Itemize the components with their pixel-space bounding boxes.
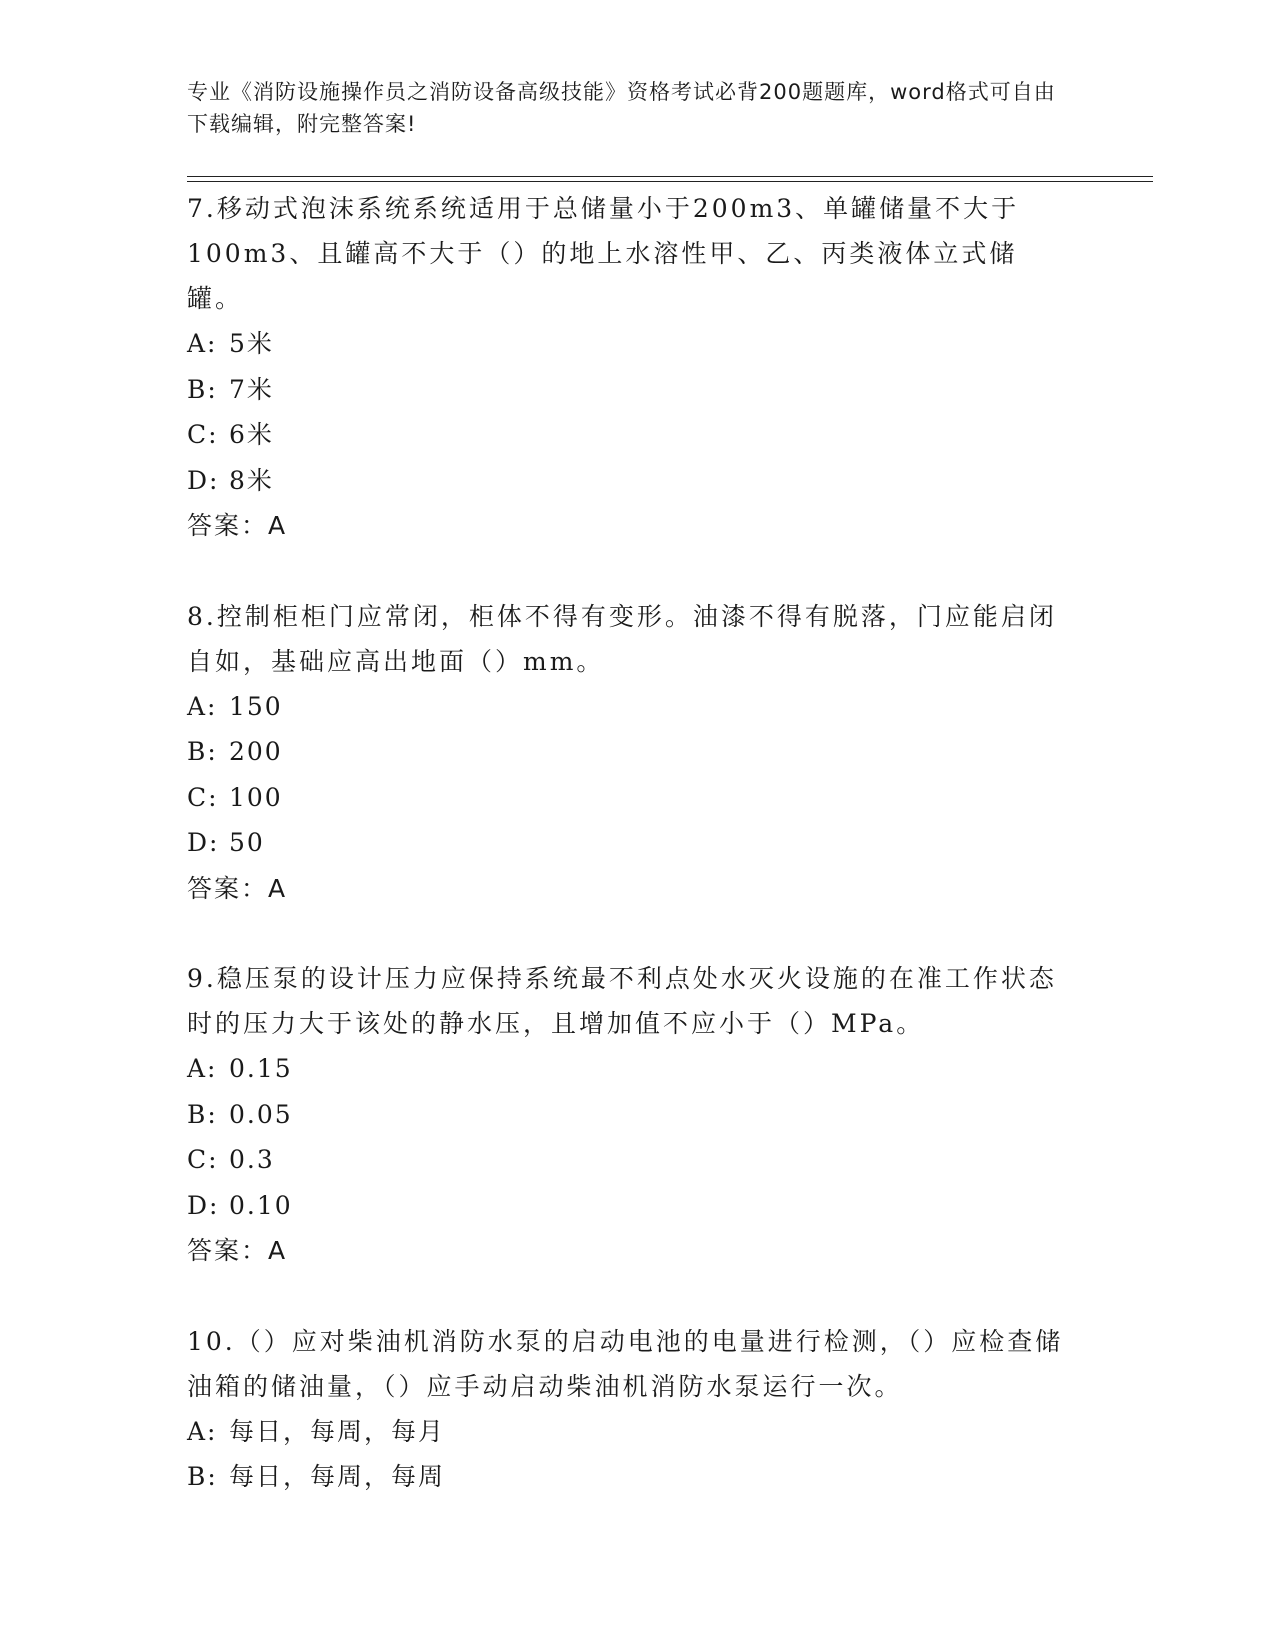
question-list <box>187 186 1087 1500</box>
question-spacer <box>187 911 1087 956</box>
option-d <box>187 820 1087 866</box>
document-header <box>187 76 1067 140</box>
question-stem: 7.移动式泡沫系统系统适用于总储量小于200m3、单罐储量不大于100m3、且罐高不大于（）的地上水溶性甲、乙、丙类液体立式储罐。 <box>187 194 1020 313</box>
header-divider-thin <box>187 176 1153 177</box>
option-d <box>187 458 1087 504</box>
option-b <box>187 1454 1087 1500</box>
question-item <box>187 594 1087 912</box>
option-letter: B: <box>187 1462 218 1491</box>
option-b <box>187 367 1087 413</box>
option-a <box>187 1409 1087 1455</box>
option-letter: C: <box>187 420 219 449</box>
option-text: 每日，每周，每周 <box>229 1462 446 1491</box>
option-letter: C: <box>187 1145 219 1174</box>
option-letter: D: <box>187 465 220 495</box>
option-a <box>187 684 1087 730</box>
answer-line: 答案：A <box>187 511 288 540</box>
question-item <box>187 186 1087 549</box>
question-item <box>187 1319 1087 1500</box>
option-text: 7米 <box>229 374 274 404</box>
option-text: 6米 <box>229 420 274 449</box>
option-letter: A: <box>187 1054 218 1083</box>
option-letter: A: <box>187 329 218 358</box>
option-letter: B: <box>187 737 218 766</box>
option-text: 每日，每周，每月 <box>229 1416 446 1446</box>
option-text: 8米 <box>229 465 274 495</box>
option-letter: D: <box>187 828 220 857</box>
option-c <box>187 1137 1087 1183</box>
option-c <box>187 412 1087 458</box>
option-letter: B: <box>187 374 218 404</box>
answer-line: 答案：A <box>187 873 288 903</box>
option-text: 150 <box>229 691 283 721</box>
option-text: 0.15 <box>229 1054 293 1083</box>
answer-line: 答案：A <box>187 1236 288 1265</box>
option-letter: D: <box>187 1190 220 1220</box>
option-letter: A: <box>187 691 218 721</box>
option-text: 0.10 <box>229 1190 293 1220</box>
question-stem: 10.（）应对柴油机消防水泵的启动电池的电量进行检测，（）应检查储油箱的储油量，（）应手动启动柴油机消防水泵运行一次。 <box>187 1326 1064 1401</box>
option-text: 0.05 <box>229 1099 293 1129</box>
option-letter: A: <box>187 1416 218 1446</box>
option-text: 100 <box>229 782 283 812</box>
option-b <box>187 729 1087 775</box>
option-b <box>187 1092 1087 1138</box>
option-letter: B: <box>187 1099 218 1129</box>
question-stem: 9.稳压泵的设计压力应保持系统最不利点处水灭火设施的在准工作状态时的压力大于该处的静水压，且增加值不应小于（）MPa。 <box>187 964 1057 1038</box>
question-stem: 8.控制柜柜门应常闭，柜体不得有变形。油漆不得有脱落，门应能启闭自如，基础应高出地面（）mm。 <box>187 601 1057 676</box>
question-spacer <box>187 549 1087 594</box>
option-letter: C: <box>187 782 219 812</box>
option-text: 200 <box>229 737 283 766</box>
option-c <box>187 775 1087 821</box>
option-text: 5米 <box>229 329 274 358</box>
header-divider-thick <box>187 181 1153 182</box>
option-a <box>187 321 1087 367</box>
option-a <box>187 1046 1087 1092</box>
header-intro-text: 专业《消防设施操作员之消防设备高级技能》资格考试必背200题题库，word格式可自由下载编辑，附完整答案! <box>187 80 1056 136</box>
question-spacer <box>187 1274 1087 1319</box>
question-item <box>187 956 1087 1274</box>
option-d <box>187 1183 1087 1229</box>
option-text: 0.3 <box>229 1145 275 1174</box>
option-text: 50 <box>229 828 265 857</box>
